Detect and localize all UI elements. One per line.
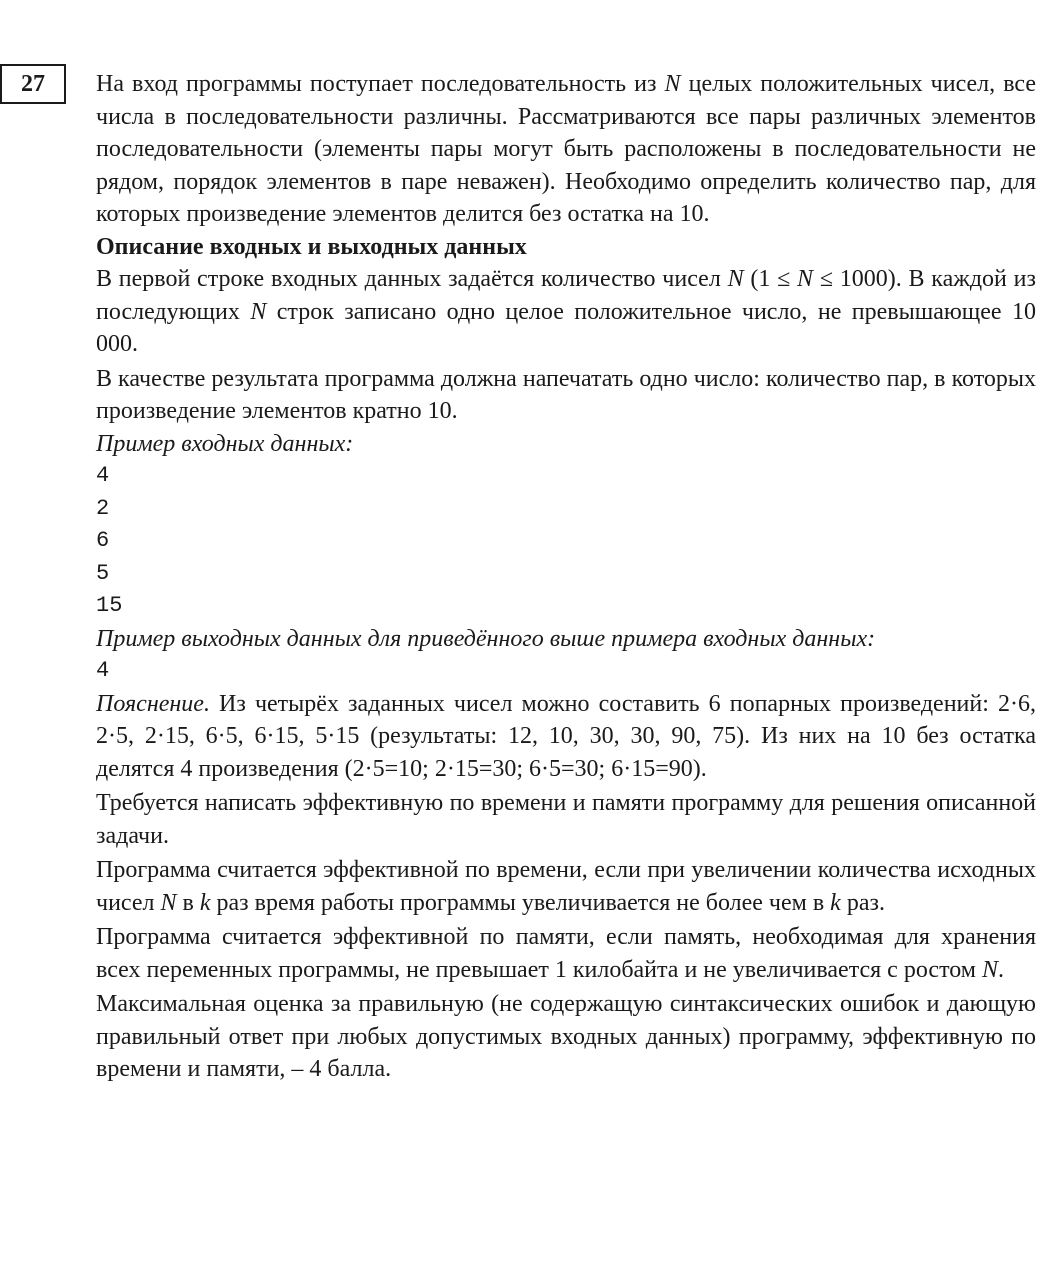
memory-efficiency xyxy=(96,921,1036,986)
input-example-line: 15 xyxy=(96,593,123,618)
text-run: Программа считается эффективной по времени, если при увеличении количества исходных чисел xyxy=(96,857,1036,916)
text-run: строк записано одно целое положительное число, не превышающее 10 000. xyxy=(96,298,1037,357)
variable-n: N xyxy=(727,266,744,292)
text-run: ≤ 1000). В каждой из последующих xyxy=(96,266,1036,325)
explanation-label: Пояснение. xyxy=(96,690,210,717)
text-run: Из четырёх заданных чисел можно составить 6 попарных произведений: 2·6, 2·5, 2·15, 6·5, 6·15, 5·15 (результаты: 12, 10, 30, 30, 90, 75). Из них на 10 без остатка делятся 4 произведения (2·5=10; 2·15=30; 6·5=30; 6·15=90). xyxy=(96,690,1036,782)
input-example-line: 6 xyxy=(96,528,110,553)
explanation xyxy=(96,688,1036,786)
text-run: Программа считается эффективной по памяти, если память, необходимая для хранения всех переменных программы, не превышает 1 килобайта и не увеличивается с ростом xyxy=(96,924,1036,983)
task-number: 27 xyxy=(21,70,45,97)
text-run: раз время работы программы увеличивается не более чем в xyxy=(210,889,831,916)
text-run: (1 ≤ xyxy=(743,266,798,292)
variable-n: N xyxy=(250,298,267,325)
variable-n: N xyxy=(664,71,681,97)
input-example-line: 5 xyxy=(96,560,110,586)
text-run: В первой строке входных данных задаётся количество чисел xyxy=(96,266,728,292)
text-run: раз. xyxy=(840,889,885,916)
variable-n: N xyxy=(797,266,814,292)
text-run: целых положительных чисел, все числа в последовательности различны. Рассматриваются все пары различных элементов последовательности (элементы пары могут быть расположены в последовательности не рядом, порядок элементов в паре неважен). Необходимо определить количество пар, для которых произведение элементов делится без остатка на 10. xyxy=(96,71,1036,227)
task-number-box xyxy=(0,64,66,104)
text-run: На вход программы поступает последовательность из xyxy=(96,71,665,97)
problem-statement xyxy=(96,68,1036,1086)
output-description: В качестве результата программа должна напечатать одно число: количество пар, в которых произведение элементов кратно 10. xyxy=(96,365,1036,424)
variable-k: k xyxy=(830,889,841,916)
variable-n: N xyxy=(160,889,177,916)
text-run: в xyxy=(176,889,200,916)
input-example-line: 2 xyxy=(96,495,110,521)
io-heading: Описание входных и выходных данных xyxy=(96,233,527,260)
variable-n: N xyxy=(981,956,998,983)
text-run: . xyxy=(998,956,1004,983)
input-example-label: Пример входных данных: xyxy=(96,430,354,457)
output-example-value: 4 xyxy=(96,658,110,683)
input-example-block xyxy=(96,460,1036,623)
input-description xyxy=(96,263,1036,361)
output-example-label: Пример выходных данных для приведённого выше примера входных данных: xyxy=(96,625,876,652)
time-efficiency xyxy=(96,854,1036,919)
problem-intro xyxy=(96,68,1036,231)
requirement: Требуется написать эффективную по времени и памяти программу для решения описанной задачи. xyxy=(96,790,1036,849)
input-example-line: 4 xyxy=(96,463,110,488)
variable-k: k xyxy=(199,889,211,916)
max-score: Максимальная оценка за правильную (не содержащую синтаксических ошибок и дающую правильный ответ при любых допустимых входных данных) программу, эффективную по времени и памяти, – 4 балла. xyxy=(96,991,1036,1082)
